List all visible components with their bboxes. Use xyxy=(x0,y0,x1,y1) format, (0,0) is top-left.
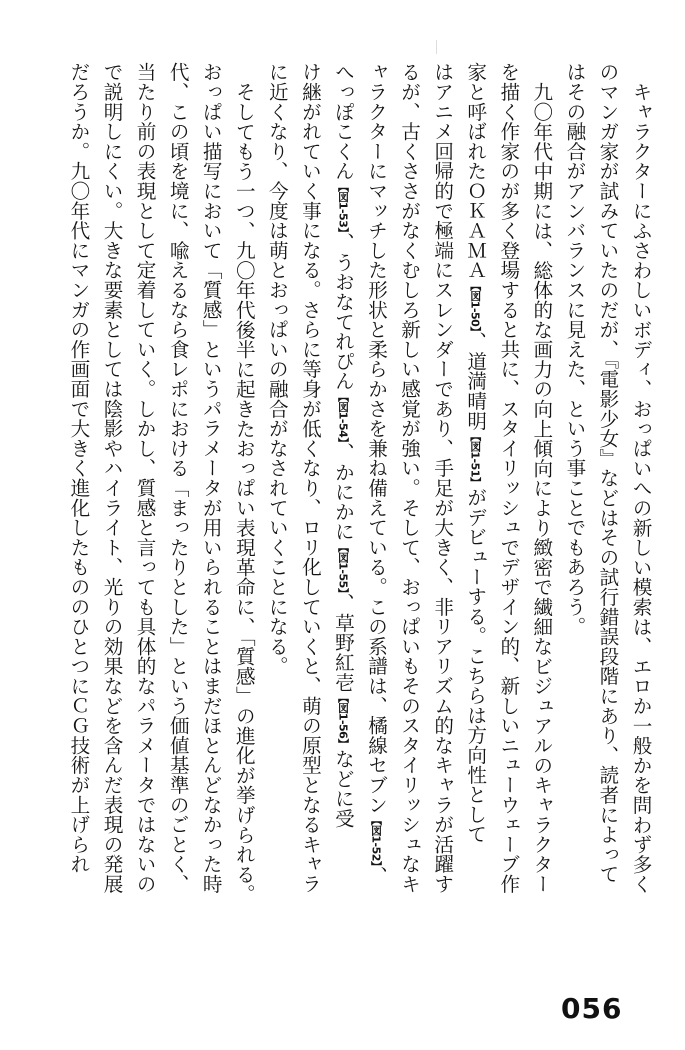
text-column: 当たり前の表現として定着していく。しかし、質感と言っても具体的なパラメータではないの xyxy=(133,62,157,894)
figure-reference: 【図1-51】 xyxy=(468,430,482,488)
text-column: ャラクターにマッチした形状と柔らかさを兼ね備えている。この系譜は、橘線セブン【図1-52】、 xyxy=(364,62,388,886)
page-number: 056 xyxy=(561,992,623,1025)
text-column: を描く作家のが多く登場すると共に、スタイリッシュでデザイン的、新しいニューウェーブ作 xyxy=(496,62,520,894)
figure-reference: 【図1-52】 xyxy=(369,814,383,866)
text-column: へっぽこくん【図1-53】、うおなてれぴん【図1-54】、かにかに【図1-55】、草野紅壱【図1-56】などに受 xyxy=(331,62,355,829)
figure-reference: 【図1-54】 xyxy=(336,390,350,443)
text-column: に近くなり、今度は萌とおっぱいの融合がなされていくことになる。 xyxy=(265,62,289,676)
text-column: はアニメ回帰的で極端にスレンダーであり、手足が大きく、非リアリズム的なキャラが活躍す xyxy=(430,62,454,894)
text-column: 家と呼ばれたＯＫＡＭＡ【図1-50】、道満晴明【図1-51】がデビューする。こちらは方向性として xyxy=(463,62,487,844)
text-column: はその融合がアンバランスに見えた、という事ことでもあろう。 xyxy=(562,62,586,637)
text-column: キャラクターにふさわしいボディ、おっぱいへの新しい模索は、エロか一般かを問わず多く xyxy=(629,82,652,894)
text-column: るが、古くささがなくむしろ新しい感覚が強い。そして、おっぱいもそのスタイリッシュなキ xyxy=(397,62,421,894)
text-column: だろうか。九〇年代にマンガの作画面で大きく進化したもののひとつにＣＧ技術が上げられ xyxy=(66,62,90,874)
text-column: け継がれていく事になる。さらに等身が低くなり、ロリ化していくと、萌の原型となるキャラ xyxy=(298,62,322,894)
figure-reference: 【図1-55】 xyxy=(336,541,350,593)
figure-reference: 【図1-50】 xyxy=(468,279,482,332)
crop-mark xyxy=(436,40,437,54)
figure-reference: 【図1-53】 xyxy=(336,180,350,233)
text-column: そしてもう一つ、九〇年代後半に起きたおっぱい表現革命に、「質感」の進化が挙げられる。 xyxy=(232,82,256,904)
figure-reference: 【図1-56】 xyxy=(336,691,350,749)
text-column: で説明しにくい。大きな要素としては陰影やハイライト、光りの効果などを含んだ表現の発展 xyxy=(100,62,124,894)
text-column: のマンガ家が試みていたのだが、『電影少女』などはその試行錯誤段階にあり、読者によって xyxy=(595,62,619,884)
text-column: 代、この頃を境に、喩えるなら食レポにおける「まったりとした」という価値基準のごとく、 xyxy=(166,62,190,894)
text-column: おっぱい描写において「質感」というパラメータが用いられることはまだほとんどなかった時 xyxy=(199,62,223,894)
text-column: 九〇年代中期には、総体的な画力の向上傾向により緻密で繊細なビジュアルのキャラクター xyxy=(529,82,553,894)
